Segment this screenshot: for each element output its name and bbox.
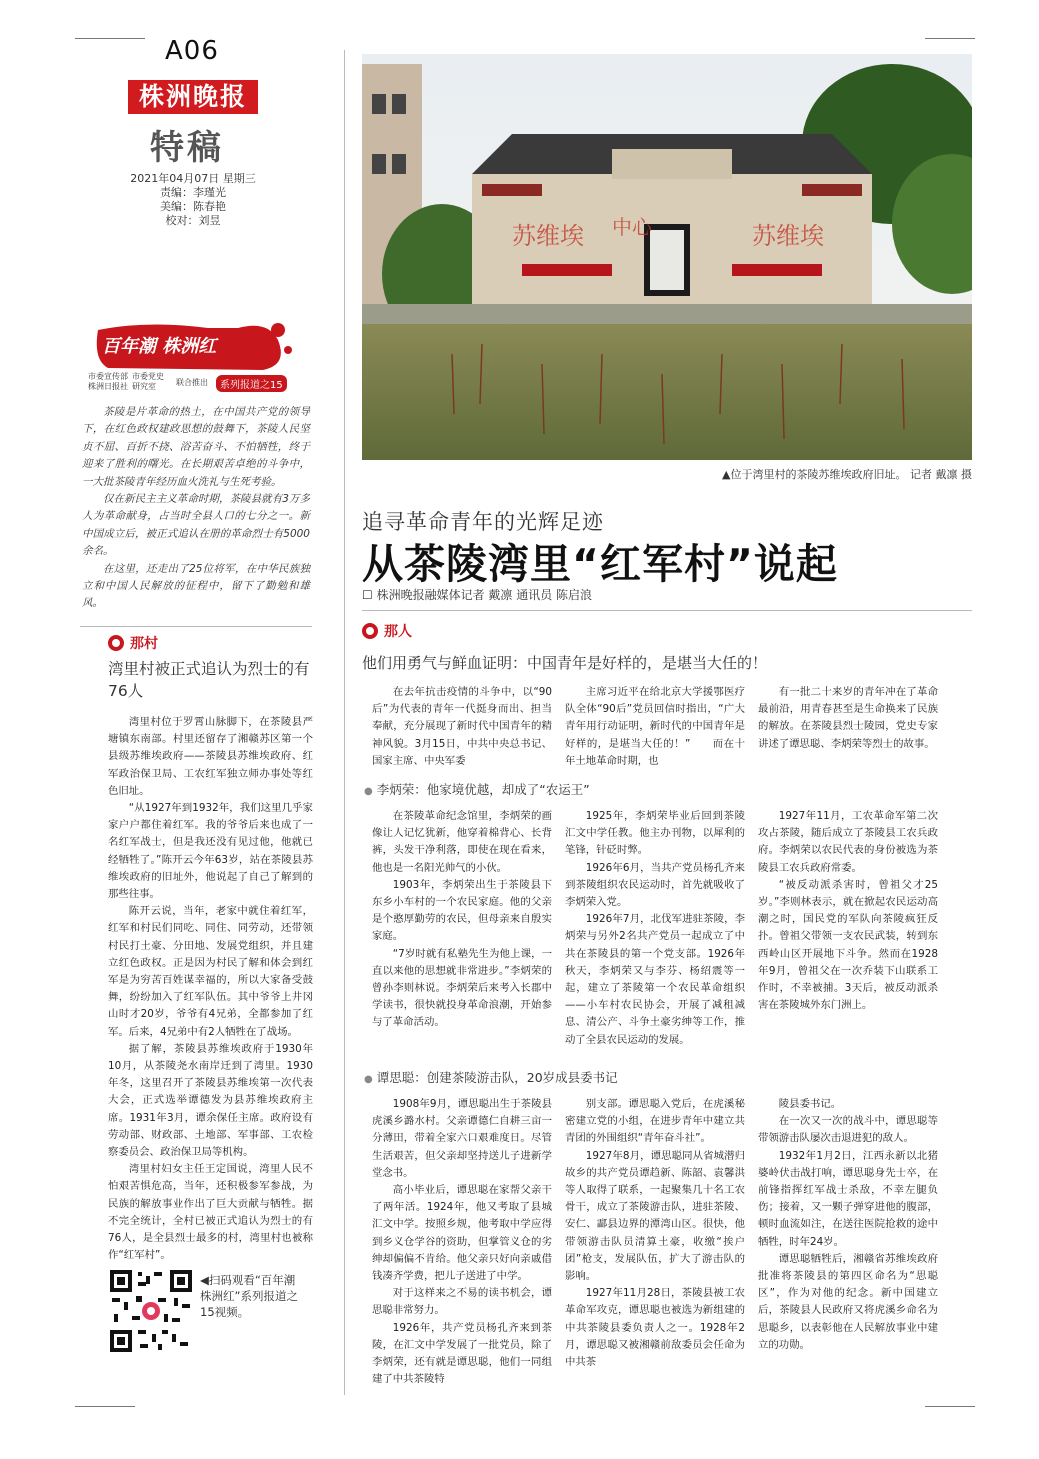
column-divider [344, 50, 345, 1395]
left-section [108, 632, 313, 1265]
series-joint: 联合推出 [176, 378, 208, 387]
article-byline: ☐ 株洲晚报融媒体记者 戴凛 通讯员 陈启浪 [362, 588, 593, 602]
article-column: 有一批二十来岁的青年冲在了革命最前沿，用青春甚至是生命换来了民族的解放。在茶陵县烈士陵园，党史专家讲述了谭思聪、李炳荣等烈士的故事。 [758, 686, 938, 750]
masthead-logo: 株洲晚报 [128, 80, 258, 114]
left-section-subtitle: 湾里村被正式追认为烈士的有76人 [108, 660, 310, 700]
intro-text [82, 404, 310, 613]
person2-subhead: ● 谭思聪：创建茶陵游击队，20岁成县委书记 [364, 1068, 618, 1086]
section-title: 特稿 [150, 128, 224, 168]
article-column: 主席习近平在给北京大学援鄂医疗队全体“90后”党员回信时指出，“广大青年用行动证明，新时代的中国青年是好样的，是堪当大任的！” 而在十年土地革命时期，也 [565, 686, 745, 767]
body-paragraph: 湾里村妇女主任王定国说，湾里人民不怕艰苦惧危高，当年，还积极参军参战，为民族的解放事业作出了巨大贡献与牺牲。据不完全统计，全村已被正式追认为烈士的有76人，是全县烈士最多的村，湾里村也被称作“红军村”。 [108, 1163, 313, 1262]
divider [362, 610, 972, 611]
photo-caption: ▲位于湾里村的茶陵苏维埃政府旧址。 记者 戴凛 摄 [722, 468, 972, 481]
body-paragraph: 湾里村位于罗霄山脉脚下，在茶陵县严塘镇东南部。村里还留存了湘赣苏区第一个县级苏维埃政府——茶陵县苏维埃政府、红军政治保卫局、工农红军独立师办事处等红色旧址。 [108, 716, 313, 797]
wall-slogan: 苏维埃 [512, 222, 584, 250]
issue-date: 2021年04月07日 星期三 [130, 172, 256, 185]
intro-paragraph: 仅在新民主主义革命时期，茶陵县就有3万多人为革命献身，占当时全县人口的七分之一。新中国成立后，被正式追认在册的革命烈士有5000余名。 [82, 493, 310, 558]
section-label: 那人 [362, 620, 972, 642]
series-org-2: 市委党史 研究室 [132, 372, 164, 391]
crop-mark [925, 38, 975, 39]
article-column: 在去年抗击疫情的斗争中，以“90后”为代表的青年一代挺身而出、担当奉献，充分展现了新时代中国青年的精神风貌。3月15日，中共中央总书记、国家主席、中央军委 [372, 686, 552, 767]
proofreader-credit: 校对：刘昱 [165, 214, 221, 227]
section-label: 那村 [108, 632, 313, 654]
wall-slogan: 苏维埃 [752, 222, 824, 250]
body-paragraph: 据了解，茶陵县苏维埃政府于1930年10月，从茶陵尧水南岸迁到了湾里。1930年冬，这里召开了茶陵县苏维埃第一次代表大会，正式选举谭德发为县苏维埃政府主席。1931年3月，谭余保任主席。政府设有劳动部、财政部、土地部、军事部、工农检察委员会、政治保卫局等机构。 [108, 1042, 313, 1159]
article-column: 1927年11月，工农革命军第二次攻占茶陵，随后成立了茶陵县工农兵政府。李炳荣以农民代表的身份被选为茶陵县工农兵政府常委。 “被反动派杀害时，曾祖父才25岁。”李则林表示，就在掀起农民运动高潮之时，国民党的军队向茶陵疯狂反扑。曾祖父带领一支农民武装，转到东西岭山区开展地下斗争。然而在1928年9月，曾祖父在一次乔装下山联系工作时，不幸被捕。3天后，被反动派杀害在茶陵城外东门洲上。 [758, 810, 938, 1012]
right-section-subtitle: 他们用勇气与鲜血证明：中国青年是好样的，是堪当大任的！ [362, 654, 768, 672]
designer-credit: 美编：陈春艳 [160, 200, 226, 213]
person1-subhead: ● 李炳荣：他家境优越，却成了“农运王” [364, 780, 590, 798]
article-headline: 从茶陵湾里“红军村”说起 [362, 540, 838, 588]
series-org-1: 市委宣传部 株洲日报社 [88, 372, 128, 391]
hero-photo [362, 54, 972, 460]
qr-caption: ◀扫码观看“百年潮 株洲红”系列报道之15视频。 [200, 1273, 298, 1319]
article-column: 1908年9月，谭思聪出生于茶陵县虎溪乡潞水村。父亲谭德仁自耕三亩一分薄田，带着全家六口艰难度日。尽管生活艰苦，但父亲却坚持送儿子进新学堂念书。 高小毕业后，谭思聪在家帮父亲干了两年活。1924年，他又考取了县城汇文中学。按照乡规，他考取中学应得到乡义仓学谷的资助，但掌管义仓的劣绅却偏偏不肯给。他父亲只好向亲戚借钱凑齐学费，把儿子送进了中学。 对于这样来之不易的读书机会，谭思聪非常努力。 1926年，共产党员杨孔齐来到茶陵，在汇文中学发展了一批党员，除了李炳荣，还有就是谭思聪，他们一同组建了中共茶陵特 [372, 1098, 552, 1386]
crop-mark [925, 1406, 975, 1407]
hero-photo-graphic [362, 54, 972, 460]
page-meta [128, 172, 258, 228]
section-dot-icon [108, 635, 124, 651]
article-kicker: 追寻革命青年的光辉足迹 [362, 510, 604, 534]
article-column: 别支部。谭思聪入党后，在虎溪秘密建立党的小组，在进步青年中建立共青团的外围组织“青年奋斗社”。 1927年8月，谭思聪同从省城潜归故乡的共产党员谭趋新、陈韶、袁馨洪等人取得了联系，一起聚集几十名工农骨干，成立了茶陵游击队，进驻茶陵、安仁、酃县边界的潭湾山区。很快，他带领游击队员清算土豪，收缴“挨户团”枪支，发展队伍，扩大了游击队的影响。 1927年11月28日，茶陵县被工农革命军攻克，谭思聪也被选为新组建的中共茶陵县委负责人之一。1928年2月，谭思聪又被湘赣前敌委员会任命为中共茶 [565, 1098, 745, 1369]
right-section [362, 620, 972, 674]
divider [80, 626, 312, 627]
intro-paragraph: 在这里，还走出了25位将军，在中华民族独立和中国人民解放的征程中，留下了勤勉和雄风。 [82, 562, 310, 610]
crop-mark [75, 1406, 135, 1407]
article-column: 在茶陵革命纪念馆里，李炳荣的画像让人记忆犹新，他穿着棉背心、长背裤，头发干净利落，即使在现在看来，他也是一名阳光帅气的小伙。 1903年，李炳荣出生于茶陵县下东乡小车村的一个农民家庭。他的父亲是个憨厚勤劳的农民，但母亲来自殷实家庭。 “7岁时就有私塾先生为他上课，一直以来他的思想就非常进步。”李炳荣的曾孙李则林说。李炳荣后来考入长郡中学读书，很快就投身革命浪潮，开始参与了革命活动。 [372, 810, 552, 1029]
article-column: 1925年，李炳荣毕业后回到茶陵汇文中学任教。他主办刊物，以犀利的笔锋，针砭时弊。 1926年6月，当共产党员杨孔齐来到茶陵组织农民运动时，首先就吸收了李炳荣入党。 1926年7月，北伐军进驻茶陵，李炳荣与另外2名共产党员一起成立了中共在茶陵县的第一个党支部。1926年秋天，李炳荣又与李芬、杨绍震等一起，建立了茶陵第一个农民革命组织——小车村农民协会，开展了减租减息、清公产、斗争土豪劣绅等工作，推动了全县农民运动的发展。 [565, 810, 745, 1046]
series-title: 百年潮 株洲红 [102, 336, 217, 357]
qr-code[interactable] [108, 1268, 194, 1354]
page-number: A06 [165, 36, 219, 66]
section-dot-icon [362, 623, 378, 639]
series-tag: 系列报道之15 [216, 375, 287, 392]
body-paragraph: “从1927年到1932年，我们这里几乎家家户户都住着红军。我的爷爷后来也成了一名红军战士，但是我还没有见过他，他就已经牺牲了。”陈开云今年63岁，站在茶陵县苏维埃政府的旧址外，他说起了自己了解到的那些往事。 [108, 802, 313, 901]
series-logo [88, 320, 298, 400]
crop-mark [75, 38, 145, 39]
left-section-body [108, 714, 313, 1265]
editor-credit: 责编：李瑾光 [160, 186, 226, 199]
intro-paragraph: 茶陵是片革命的热土，在中国共产党的领导下，在红色政权建政思想的鼓舞下，茶陵人民坚贞不屈、百折不挠、浴苦奋斗、不怕牺牲，终于迎来了胜利的曙光。在长期艰苦卓绝的斗争中，一大批茶陵青年经历血火洗礼与生死考验。 [82, 406, 310, 488]
body-paragraph: 陈开云说，当年，老家中就住着红军，红军和村民们同吃、同住、同劳动，还带领村民打土豪、分田地、发展党组织，并且建立红色政权。正是因为村民了解和体会到红军是为穷苦百姓谋幸福的，所以大家备受鼓舞，纷纷加入了红军队伍。其中爷爷上井冈山时才20岁，爷爷有4兄弟，全都参加了红军。后来，4兄弟中有2人牺牲在了战场。 [108, 905, 313, 1038]
article-column: 陵县委书记。 在一次又一次的战斗中，谭思聪等带领游击队屡次击退进犯的敌人。 1932年1月2日，江西永新以北猪婆岭伏击战打响，谭思聪身先士卒，在前锋指挥红军战士杀敌，不幸左腿负伤；接着，又一颗子弹穿进他的腹部，顿时血流如注，在送往医院抢救的途中牺牲，时年24岁。 谭思聪牺牲后，湘赣省苏维埃政府批准将茶陵县的第四区命名为“思聪区”，作为对他的纪念。新中国建立后，茶陵县人民政府又将虎溪乡命名为思聪乡，以表彰他在人民解放事业中建立的功勋。 [758, 1098, 938, 1351]
qr-code-graphic [108, 1268, 194, 1354]
wall-slogan: 中心 [612, 215, 652, 239]
